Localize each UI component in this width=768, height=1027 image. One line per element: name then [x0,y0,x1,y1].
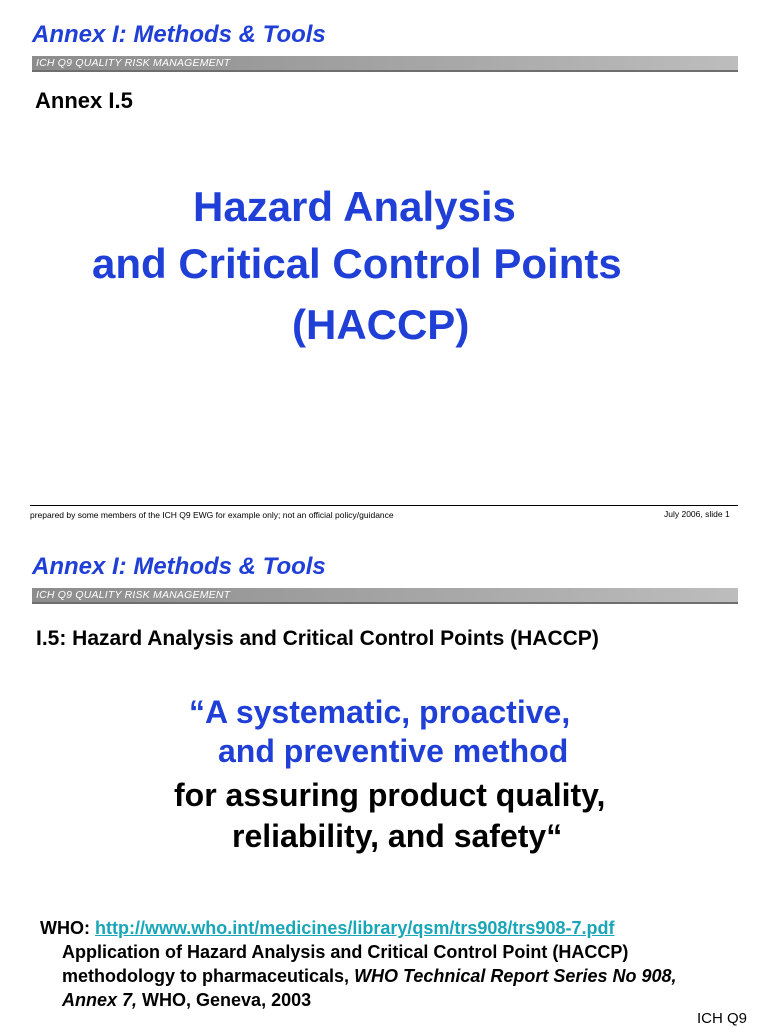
slide1-footer-rule [30,505,738,506]
slide1-title-line-2: and Critical Control Points [92,240,622,287]
slide1-title-line-3: (HACCP) [292,301,470,348]
citation-line-2 [62,966,677,987]
citation-prefix: methodology to pharmaceuticals, [62,966,355,986]
slide1-header-band [32,56,738,72]
slide1-title-line-1: Hazard Analysis [193,183,516,230]
citation-annex: Annex 7, [62,990,138,1010]
quote-line-2: and preventive method [218,733,569,769]
slide1-band-text: ICH Q9 QUALITY RISK MANAGEMENT [36,57,231,69]
slide2-heading: I.5: Hazard Analysis and Critical Control Points (HACCP) [36,627,599,650]
slide1-footer-slide-number: July 2006, slide 1 [664,509,730,519]
slide2-annex-title: Annex I: Methods & Tools [32,553,326,580]
who-reference-line [40,918,614,939]
citation-line-1: Application of Hazard Analysis and Critical Control Point (HACCP) [62,942,629,962]
citation-series: WHO Technical Report Series No 908, [354,966,677,986]
slide2-band-text: ICH Q9 QUALITY RISK MANAGEMENT [36,589,231,601]
quote-line-3: for assuring product quality, [174,777,606,813]
slide1-annex-title: Annex I: Methods & Tools [32,21,326,48]
citation-publisher: WHO, Geneva, 2003 [137,990,312,1010]
slide1-annex-label: Annex I.5 [35,88,133,113]
quote-line-1: “A systematic, proactive, [189,694,571,730]
corner-label: ICH Q9 [697,1010,748,1027]
quote-line-4: reliability, and safety“ [232,818,563,854]
citation-line-3 [62,990,311,1011]
slide1-footer-disclaimer: prepared by some members of the ICH Q9 EWG for example only; not an official policy/guidance [30,510,394,520]
slide2-header-band [32,588,738,604]
who-label: WHO: [40,918,90,938]
who-document-link[interactable]: http://www.who.int/medicines/library/qsm/trs908/trs908-7.pdf [95,918,615,938]
